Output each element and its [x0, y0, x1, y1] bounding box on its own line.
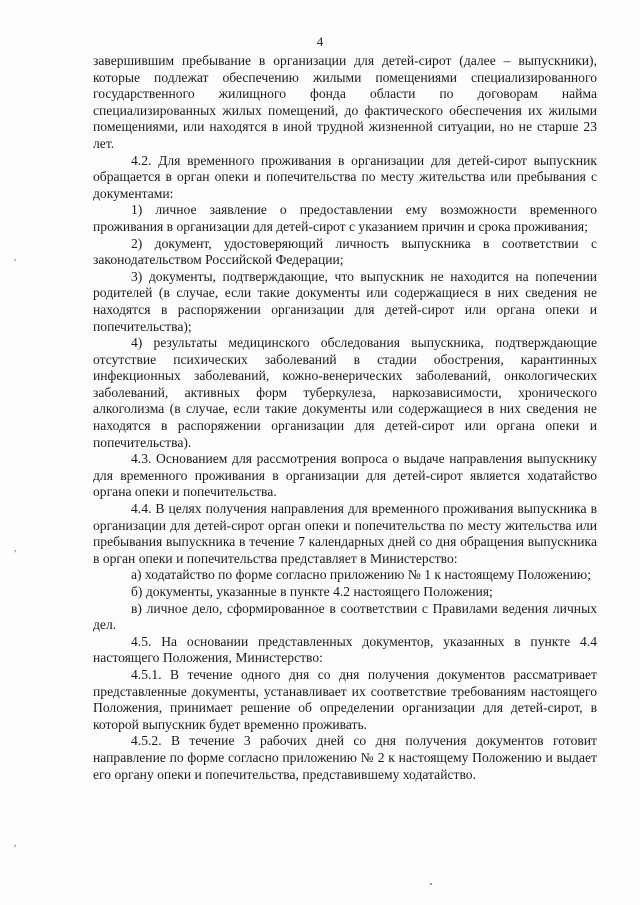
scan-speck	[430, 883, 432, 885]
paragraph-4-2: 4.2. Для временного проживания в организации для детей-сирот выпускник обращается в орган опеки и попечительства по месту жительства или пребывания с документами:	[93, 152, 597, 201]
page-number: 4	[316, 34, 324, 49]
list-item-2: 2) документ, удостоверяющий личность выпускника в соответствии с законодательством Российской Федерации;	[93, 235, 597, 268]
paragraph-4-5: 4.5. На основании представленных документов, указанных в пункте 4.4 настоящего Положения, Министерство:	[93, 633, 597, 666]
list-item-4: 4) результаты медицинского обследования выпускника, подтверждающие отсутствие психических заболеваний в стадии обострения, карантинных инфекционных заболеваний, кожно-венерических заболеваний, онкологических заболеваний, активных форм туберкулеза, наркозависимости, хронического алкоголизма (в случае, если такие документы или содержащиеся в них сведения не находятся в распоряжении организации для детей-сирот или органа опеки и попечительства).	[93, 335, 597, 450]
body-text	[93, 53, 597, 783]
paragraph-4-5-1: 4.5.1. В течение одного дня со дня получения документов рассматривает представленные документы, устанавливает их соответствие требованиям настоящего Положения, принимает решение об определении организации для детей-сирот, в которой выпускник будет временно проживать.	[93, 666, 597, 732]
margin-mark: ,	[14, 838, 17, 848]
list-item-b: б) документы, указанные в пункте 4.2 настоящего Положения;	[131, 584, 493, 599]
paragraph-continuation: завершившим пребывание в организации для детей-сирот (далее – выпускники), которые подлежат обеспечению жилыми помещениями специализированного государственного жилищного фонда области по договорам найма специализированных жилых помещений, до фактического обеспечения их жилыми помещениями, или находятся в иной трудной жизненной ситуации, но не старше 23 лет.	[93, 53, 597, 151]
list-item-a: а) ходатайство по форме согласно приложению № 1 к настоящему Положению;	[131, 567, 591, 583]
margin-mark: ,	[14, 252, 17, 262]
list-item-3: 3) документы, подтверждающие, что выпускник не находится на попечении родителей (в случае, если такие документы или содержащиеся в них сведения не находятся в распоряжении организации для детей-сирот или органа опеки и попечительства);	[93, 268, 597, 334]
margin-mark: ,	[14, 543, 17, 553]
list-item-v: в) личное дело, сформированное в соответствии с Правилами ведения личных дел.	[93, 600, 597, 633]
paragraph-4-5-2: 4.5.2. В течение 3 рабочих дней со дня получения документов готовит направление по форме согласно приложению № 2 к настоящему Положению и выдает его органу опеки и попечительства, представившему ходатайство.	[93, 733, 597, 782]
paragraph-4-4: 4.4. В целях получения направления для временного проживания выпускника в организации для детей-сирот орган опеки и попечительства по месту жительства или пребывания выпускника в течение 7 календарных дней со дня обращения выпускника в орган опеки и попечительства представляет в Министерство:	[93, 501, 597, 566]
list-item-1: 1) личное заявление о предоставлении ему возможности временного проживания в организации для детей-сирот с указанием причин и срока проживания;	[93, 202, 597, 234]
paragraph-4-3: 4.3. Основанием для рассмотрения вопроса о выдаче направления выпускнику для временного проживания в организации для детей-сирот является ходатайство органа опеки и попечительства.	[93, 451, 597, 500]
